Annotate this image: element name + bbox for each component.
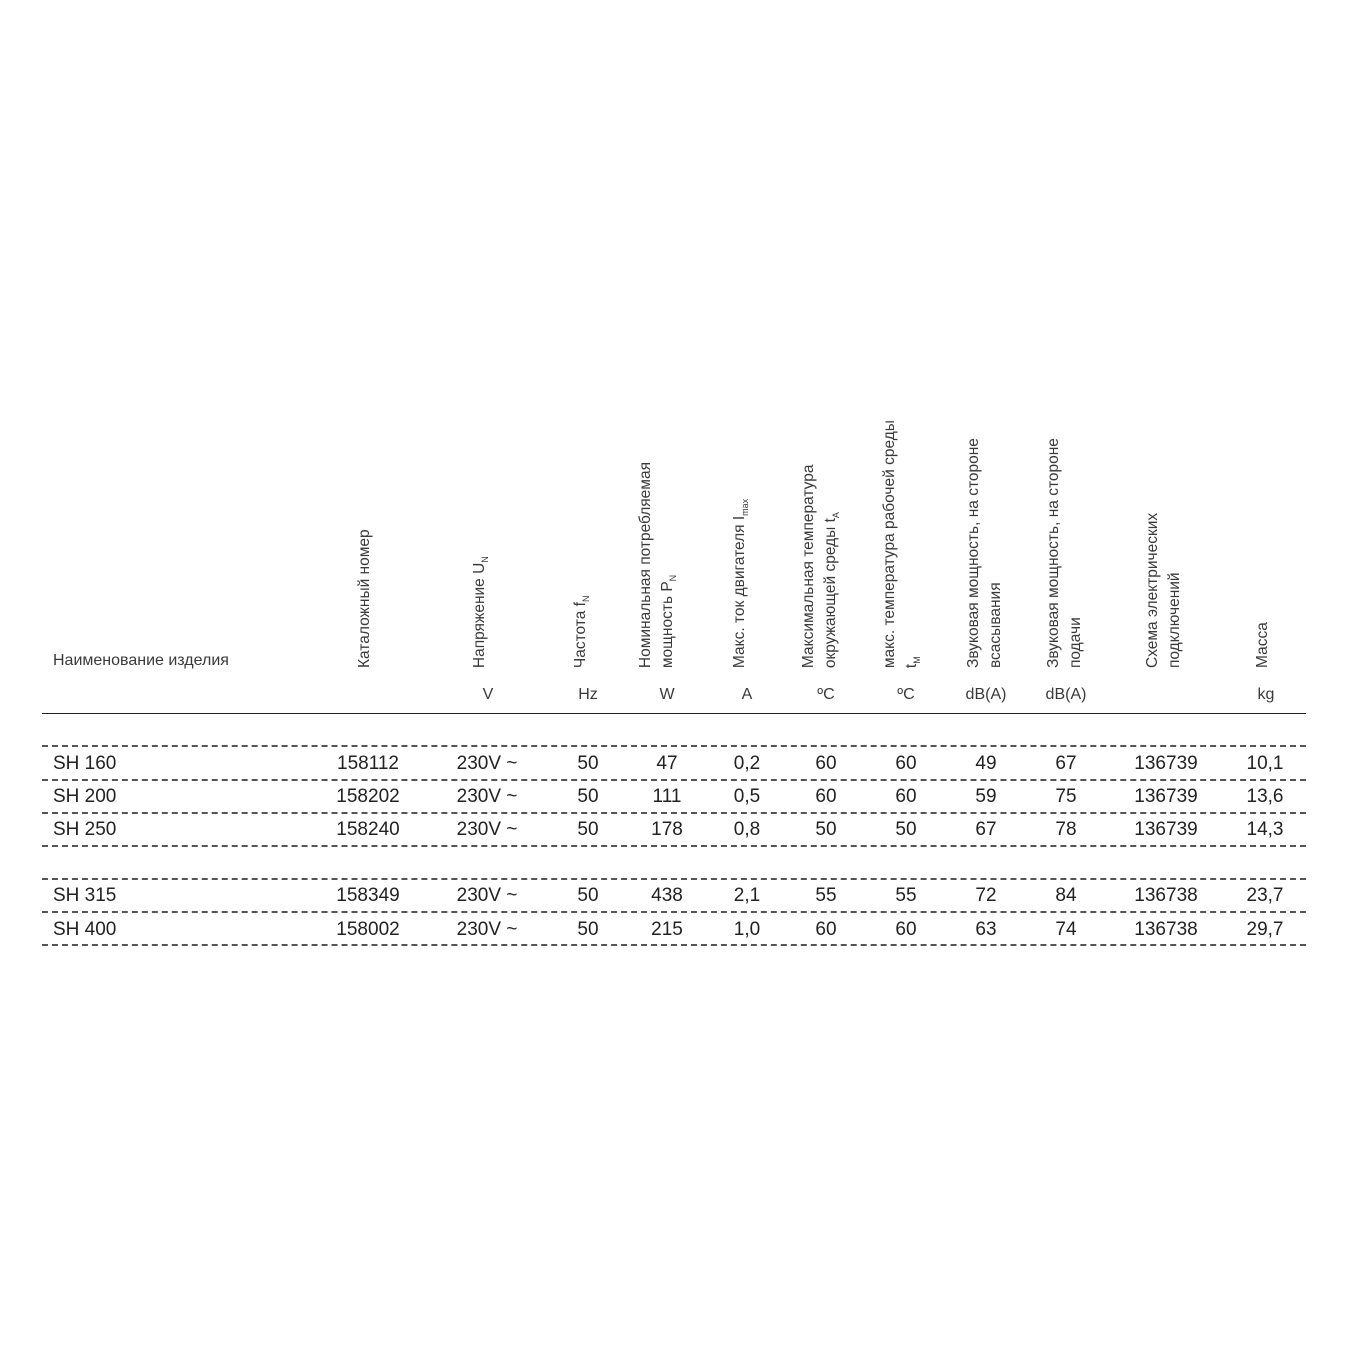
cell-wiring-diagram: 136738 — [1134, 885, 1198, 906]
header-divider — [42, 713, 1306, 714]
cell-medium-temperature: 60 — [895, 786, 917, 807]
cell-mass: 10,1 — [1246, 753, 1284, 774]
header-product-name: Наименование изделия — [53, 652, 229, 669]
cell-frequency: 50 — [577, 885, 599, 906]
cell-wiring-diagram: 136739 — [1134, 753, 1198, 774]
cell-ambient-temperature: 55 — [815, 885, 837, 906]
cell-power: 215 — [651, 919, 683, 940]
cell-product-name: SH 400 — [53, 919, 117, 940]
row-divider — [42, 944, 1306, 946]
cell-ambient-temperature: 60 — [815, 786, 837, 807]
cell-sound-suction: 59 — [975, 786, 997, 807]
table-row — [0, 785, 1362, 809]
row-divider — [42, 745, 1306, 747]
unit-sound-discharge: dB(A) — [1045, 686, 1087, 703]
cell-voltage: 230V ~ — [456, 786, 518, 807]
cell-frequency: 50 — [577, 919, 599, 940]
cell-current: 0,8 — [733, 819, 761, 840]
cell-power: 438 — [651, 885, 683, 906]
cell-current: 0,5 — [733, 786, 761, 807]
cell-mass: 14,3 — [1246, 819, 1284, 840]
cell-voltage: 230V ~ — [456, 885, 518, 906]
cell-voltage: 230V ~ — [456, 919, 518, 940]
cell-power: 178 — [651, 819, 683, 840]
cell-sound-suction: 63 — [975, 919, 997, 940]
cell-catalog-number: 158202 — [336, 786, 400, 807]
cell-sound-discharge: 75 — [1055, 786, 1077, 807]
unit-mass: kg — [1257, 686, 1275, 703]
cell-medium-temperature: 60 — [895, 753, 917, 774]
cell-voltage: 230V ~ — [456, 819, 518, 840]
cell-current: 2,1 — [733, 885, 761, 906]
unit-current: A — [741, 686, 753, 703]
cell-wiring-diagram: 136738 — [1134, 919, 1198, 940]
row-divider — [42, 878, 1306, 880]
cell-frequency: 50 — [577, 753, 599, 774]
cell-sound-discharge: 74 — [1055, 919, 1077, 940]
cell-voltage: 230V ~ — [456, 753, 518, 774]
unit-power: W — [659, 686, 675, 703]
cell-power: 111 — [652, 786, 682, 807]
cell-sound-discharge: 78 — [1055, 819, 1077, 840]
cell-wiring-diagram: 136739 — [1134, 819, 1198, 840]
product-spec-table: Наименование изделия Каталожный номер Напряжение $U_N$ Частота $f_N$ Номинальная потребляемая мощность $P_N$ Макс. ток двигателя $I_{max}$ Максимальная температура окружающей среды $t_A$ макс. температура рабочей среды $t_M$ Звуковая мощность, на стороне всасывания Звуковая мощность, на стороне подачи Схема электрических подключений Масса V Hz W A ºC ºC dB(A) dB(A) kg SH 160 158112 230V ~ 50 47 0,2 60 60 49 67 136739 10,1 SH 200 158202 230V ~ 50 111 0,5 60 60 59 75 136739 13,6 SH 250 158240 230V ~ 50 178 0,8 50 50 67 78 136739 14,3 SH 315 158349 230V ~ 50 438 2,1 55 55 72 84 136738 23,7 SH 400 158002 230V ~ 50 215 1,0 60 60 63 74 136738 29,7 — [0, 0, 1362, 1362]
cell-catalog-number: 158349 — [336, 885, 400, 906]
unit-frequency: Hz — [578, 686, 598, 703]
cell-catalog-number: 158240 — [336, 819, 400, 840]
cell-product-name: SH 200 — [53, 786, 117, 807]
cell-sound-suction: 72 — [975, 885, 997, 906]
cell-product-name: SH 160 — [53, 753, 117, 774]
cell-product-name: SH 250 — [53, 819, 117, 840]
cell-wiring-diagram: 136739 — [1134, 786, 1198, 807]
table-row — [0, 918, 1362, 942]
cell-mass: 23,7 — [1246, 885, 1284, 906]
row-divider — [42, 845, 1306, 847]
row-divider — [42, 812, 1306, 814]
cell-sound-discharge: 84 — [1055, 885, 1077, 906]
table-row — [0, 752, 1362, 776]
unit-medium-temperature: ºC — [897, 686, 915, 703]
cell-ambient-temperature: 60 — [815, 919, 837, 940]
unit-voltage: V — [482, 686, 494, 703]
row-divider — [42, 911, 1306, 913]
cell-power: 47 — [656, 753, 678, 774]
cell-medium-temperature: 55 — [895, 885, 917, 906]
unit-sound-suction: dB(A) — [965, 686, 1007, 703]
cell-medium-temperature: 50 — [895, 819, 917, 840]
cell-mass: 29,7 — [1246, 919, 1284, 940]
cell-mass: 13,6 — [1246, 786, 1284, 807]
cell-medium-temperature: 60 — [895, 919, 917, 940]
cell-ambient-temperature: 50 — [815, 819, 837, 840]
cell-sound-suction: 67 — [975, 819, 997, 840]
row-divider — [42, 779, 1306, 781]
cell-sound-suction: 49 — [975, 753, 997, 774]
unit-ambient-temperature: ºC — [817, 686, 835, 703]
cell-current: 1,0 — [733, 919, 761, 940]
cell-catalog-number: 158002 — [336, 919, 400, 940]
cell-frequency: 50 — [577, 786, 599, 807]
cell-catalog-number: 158112 — [337, 753, 399, 774]
cell-current: 0,2 — [733, 753, 761, 774]
cell-frequency: 50 — [577, 819, 599, 840]
table-row — [0, 884, 1362, 908]
cell-sound-discharge: 67 — [1055, 753, 1077, 774]
cell-ambient-temperature: 60 — [815, 753, 837, 774]
table-row — [0, 818, 1362, 842]
cell-product-name: SH 315 — [53, 885, 117, 906]
